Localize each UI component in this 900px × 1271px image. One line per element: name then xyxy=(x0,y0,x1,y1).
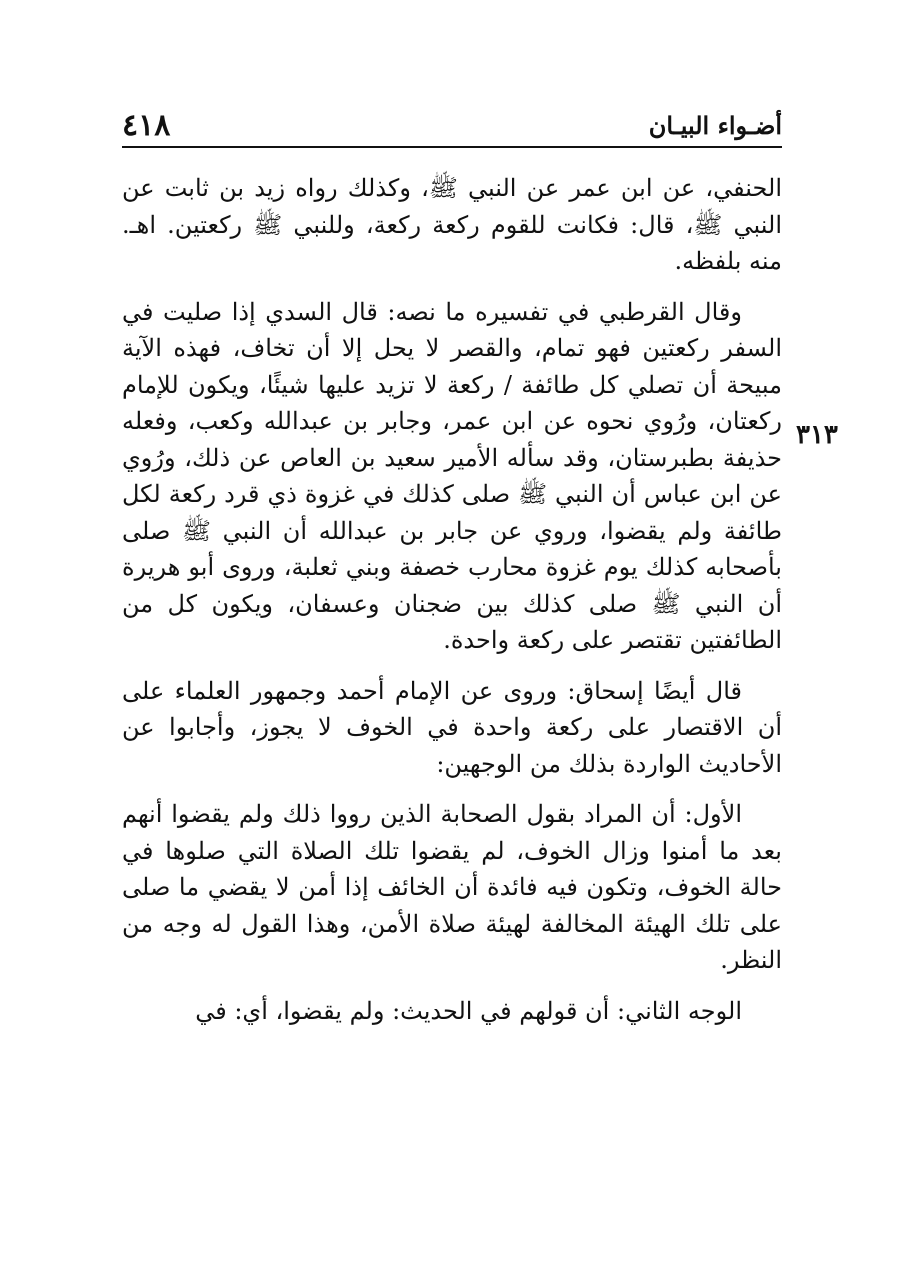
margin-page-reference: ٣١٣ xyxy=(796,420,838,450)
paragraph-3: قال أيضًا إسحاق: وروى عن الإمام أحمد وجمهور العلماء على أن الاقتصار على ركعة واحدة في الخوف لا يجوز، وأجابوا عن الأحاديث الواردة بذلك من الوجهين: xyxy=(122,676,782,778)
paragraph-5: الوجه الثاني: أن قولهم في الحديث: ولم يقضوا، أي: في xyxy=(195,996,742,1025)
page-number: ٤١٨ xyxy=(122,108,171,143)
paragraph-2: وقال القرطبي في تفسيره ما نصه: قال السدي إذا صليت في السفر ركعتين فهو تمام، والقصر لا يحل إلا أن تخاف، فهذه الآية مبيحة أن تصلي كل طائفة / ركعة لا تزيد عليها شيئًا، ويكون للإمام ركعتان، ورُوي نحوه عن ابن عمر، وجابر بن عبدالله وكعب، وفعله حذيفة بطبرستان، وقد سأله الأمير سعيد بن العاص عن ذلك، ورُوي عن ابن عباس أن النبي ﷺ صلى كذلك في غزوة ذي قرد ركعة لكل طائفة ولم يقضوا، وروي عن جابر بن عبدالله أن النبي ﷺ صلى بأصحابه كذلك يوم غزوة محارب خصفة وبني ثعلبة، وروى أبو هريرة أن النبي ﷺ صلى كذلك بين ضجنان وعسفان، ويكون كل من الطائفتين تقتصر على ركعة واحدة. xyxy=(122,297,782,654)
running-title: أضـواء البيـان xyxy=(648,111,782,140)
page-header xyxy=(122,100,782,148)
paragraph-1: الحنفي، عن ابن عمر عن النبي ﷺ، وكذلك رواه زيد بن ثابت عن النبي ﷺ، قال: فكانت للقوم ركعة ركعة، وللنبي ﷺ ركعتين. اهـ. منه بلفظه. xyxy=(122,174,782,275)
paragraph-4: الأول: أن المراد بقول الصحابة الذين رووا ذلك ولم يقضوا أنهم بعد ما أمنوا وزال الخوف، لم يقضوا تلك الصلاة التي صلوها في حالة الخوف، وتكون فيه فائدة أن الخائف إذا أمن لا يقضي ما صلى على تلك الهيئة المخالفة لهيئة صلاة الأمن، وهذا القول له وجه من النظر. xyxy=(122,800,782,974)
page-body xyxy=(122,170,782,1043)
